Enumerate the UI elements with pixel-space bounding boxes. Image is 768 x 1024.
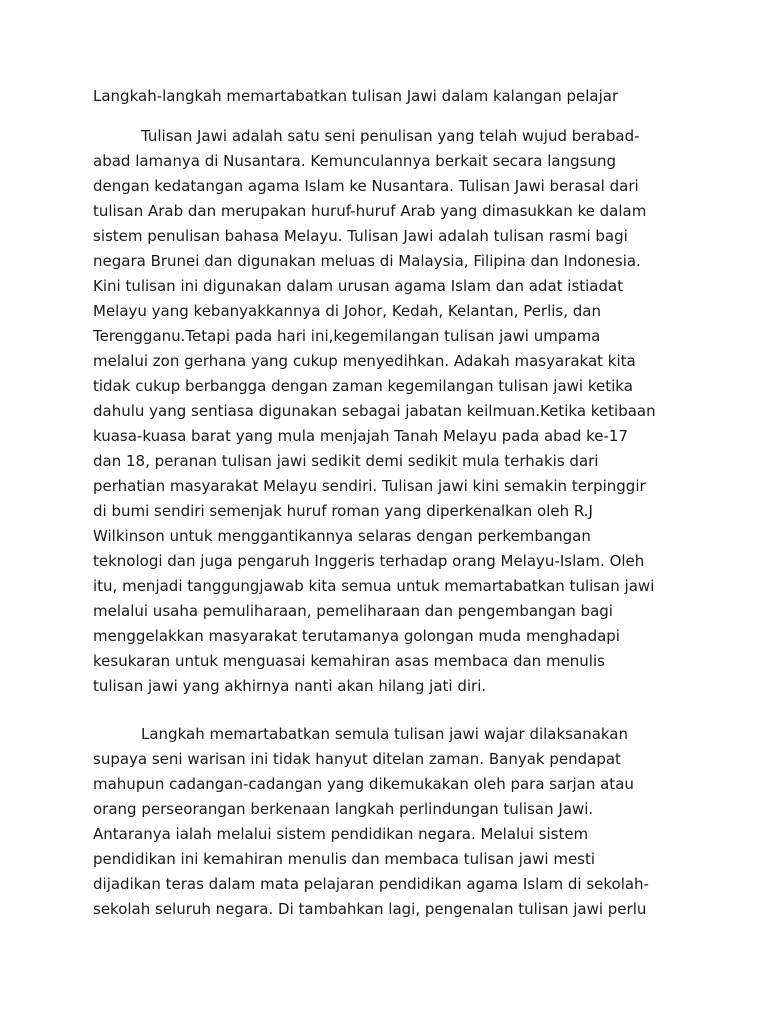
text-line: di bumi sendiri semenjak huruf roman yang diperkenalkan oleh R.J <box>93 502 593 520</box>
text-line: teknologi dan juga pengaruh Inggeris terhadap orang Melayu-Islam. Oleh <box>93 552 645 570</box>
text-line: dengan kedatangan agama Islam ke Nusantara. Tulisan Jawi berasal dari <box>93 177 639 195</box>
document-title: Langkah-langkah memartabatkan tulisan Jawi dalam kalangan pelajar <box>93 87 619 105</box>
text-line: melalui zon gerhana yang cukup menyedihkan. Adakah masyarakat kita <box>93 352 636 370</box>
text-line: Antaranya ialah melalui sistem pendidikan negara. Melalui sistem <box>93 825 589 843</box>
text-line: dijadikan teras dalam mata pelajaran pendidikan agama Islam di sekolah- <box>93 875 649 893</box>
text-line: dahulu yang sentiasa digunakan sebagai jabatan keilmuan.Ketika ketibaan <box>93 402 656 420</box>
text-line: mahupun cadangan-cadangan yang dikemukakan oleh para sarjan atau <box>93 775 634 793</box>
text-line: Melayu yang kebanyakkannya di Johor, Kedah, Kelantan, Perlis, dan <box>93 302 602 320</box>
text-line: sekolah seluruh negara. Di tambahkan lagi, pengenalan tulisan jawi perlu <box>93 900 647 918</box>
text-line: tulisan Arab dan merupakan huruf-huruf Arab yang dimasukkan ke dalam <box>93 202 647 220</box>
text-line: negara Brunei dan digunakan meluas di Malaysia, Filipina dan Indonesia. <box>93 252 641 270</box>
text-line: perhatian masyarakat Melayu sendiri. Tulisan jawi kini semakin terpinggir <box>93 477 646 495</box>
paragraph-2 <box>93 722 675 922</box>
text-line: kesukaran untuk menguasai kemahiran asas membaca dan menulis <box>93 652 605 670</box>
text-line: dan 18, peranan tulisan jawi sedikit demi sedikit mula terhakis dari <box>93 452 599 470</box>
text-line: tidak cukup berbangga dengan zaman kegemilangan tulisan jawi ketika <box>93 377 633 395</box>
text-line: abad lamanya di Nusantara. Kemunculannya berkait secara langsung <box>93 152 616 170</box>
text-line: tulisan jawi yang akhirnya nanti akan hilang jati diri. <box>93 677 487 695</box>
text-line: Kini tulisan ini digunakan dalam urusan agama Islam dan adat istiadat <box>93 277 624 295</box>
text-line: sistem penulisan bahasa Melayu. Tulisan Jawi adalah tulisan rasmi bagi <box>93 227 628 245</box>
paragraph-1 <box>93 124 675 699</box>
text-line: melalui usaha pemuliharaan, pemeliharaan dan pengembangan bagi <box>93 602 613 620</box>
text-line: kuasa-kuasa barat yang mula menjajah Tanah Melayu pada abad ke-17 <box>93 427 629 445</box>
text-line: Wilkinson untuk menggantikannya selaras dengan perkembangan <box>93 527 591 545</box>
text-line: Tulisan Jawi adalah satu seni penulisan yang telah wujud berabad- <box>141 127 640 145</box>
text-line: pendidikan ini kemahiran menulis dan membaca tulisan jawi mesti <box>93 850 596 868</box>
text-line: Langkah memartabatkan semula tulisan jawi wajar dilaksanakan <box>141 725 629 743</box>
text-line: Terengganu.Tetapi pada hari ini,kegemilangan tulisan jawi umpama <box>93 327 601 345</box>
text-line: orang perseorangan berkenaan langkah perlindungan tulisan Jawi. <box>93 800 594 818</box>
text-line: supaya seni warisan ini tidak hanyut ditelan zaman. Banyak pendapat <box>93 750 621 768</box>
text-line: menggelakkan masyarakat terutamanya golongan muda menghadapi <box>93 627 620 645</box>
text-line: itu, menjadi tanggungjawab kita semua untuk memartabatkan tulisan jawi <box>93 577 655 595</box>
